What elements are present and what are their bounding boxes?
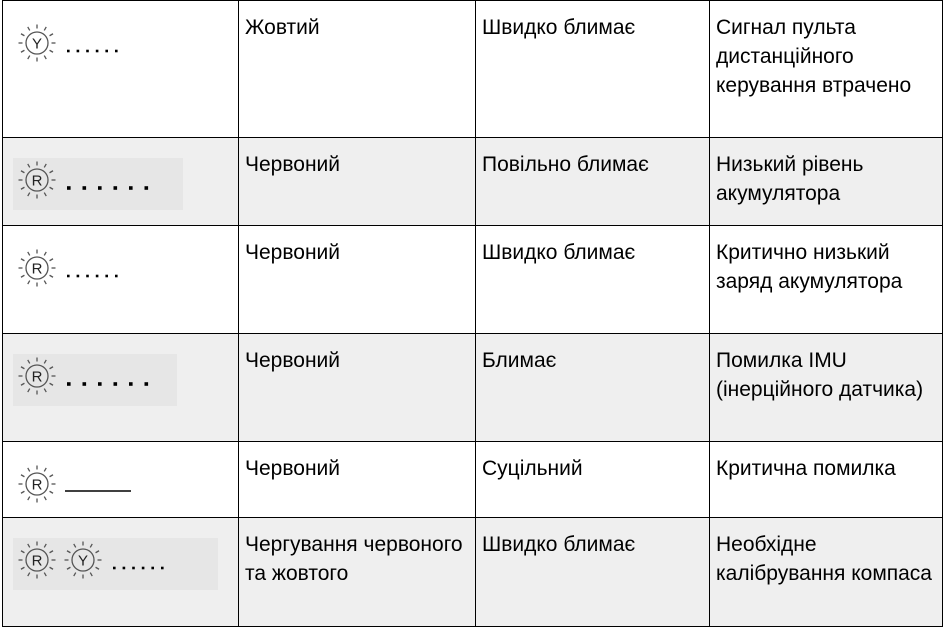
led-letter: R [31,260,43,278]
color-cell: Жовтий [239,1,476,138]
table-row [3,518,943,627]
slow-blink-pattern-icon [61,370,153,390]
table-row [3,226,943,334]
led-yellow-icon [63,540,103,588]
meaning-cell: Необхідне калібрування компаса [710,518,943,627]
meaning-cell: Помилка IMU (інерційного датчика) [710,334,943,442]
table-row [3,334,943,442]
indicator-cell [3,518,239,627]
led-indicator [13,538,218,590]
led-rays-graphic [17,160,57,200]
led-indicator [13,21,122,73]
table-row [3,442,943,518]
led-indicator [13,354,177,406]
led-rays-graphic [17,23,57,63]
mode-cell: Швидко блимає [476,1,710,138]
meaning-cell: Критична помилка [710,442,943,518]
led-rays-graphic [17,356,57,396]
color-cell: Червоний [239,138,476,226]
led-rays-graphic [17,464,57,504]
color-cell: Чергування червоного та жовтого [239,518,476,627]
mode-cell: Блимає [476,334,710,442]
led-letter: R [31,476,43,494]
meaning-cell: Критично низький заряд акумулятора [710,226,943,334]
led-letter: R [31,552,43,570]
led-letter: Y [31,35,43,53]
indicator-cell [3,1,239,138]
indicator-cell [3,226,239,334]
solid-line-pattern-icon [61,478,133,498]
led-indicator [13,462,133,514]
led-red-icon [17,540,57,588]
color-cell: Червоний [239,226,476,334]
led-letter: R [31,368,43,386]
mode-cell: Швидко блимає [476,518,710,627]
led-yellow-icon [17,23,57,71]
led-letter: Y [77,552,89,570]
color-cell: Червоний [239,442,476,518]
color-cell: Червоний [239,334,476,442]
led-red-icon [17,464,57,512]
meaning-cell: Низький рівень акумулятора [710,138,943,226]
led-rays-graphic [17,248,57,288]
fast-blink-pattern-icon [107,554,168,574]
led-indicator [13,246,122,298]
indicator-cell [3,138,239,226]
led-red-icon [17,356,57,404]
slow-blink-pattern-icon [61,174,153,194]
mode-cell: Швидко блимає [476,226,710,334]
led-rays-graphic [17,540,57,580]
fast-blink-pattern-icon [61,37,122,57]
led-indicator [13,158,183,210]
led-status-table [2,0,943,627]
table-row [3,138,943,226]
mode-cell: Повільно блимає [476,138,710,226]
led-rays-graphic [63,540,103,580]
led-red-icon [17,160,57,208]
indicator-cell [3,442,239,518]
fast-blink-pattern-icon [61,262,122,282]
led-red-icon [17,248,57,296]
meaning-cell: Сигнал пульта дистанційного керування втрачено [710,1,943,138]
indicator-cell [3,334,239,442]
table-row [3,1,943,138]
led-letter: R [31,172,43,190]
mode-cell: Суцільний [476,442,710,518]
led-status-table-body [3,1,943,627]
